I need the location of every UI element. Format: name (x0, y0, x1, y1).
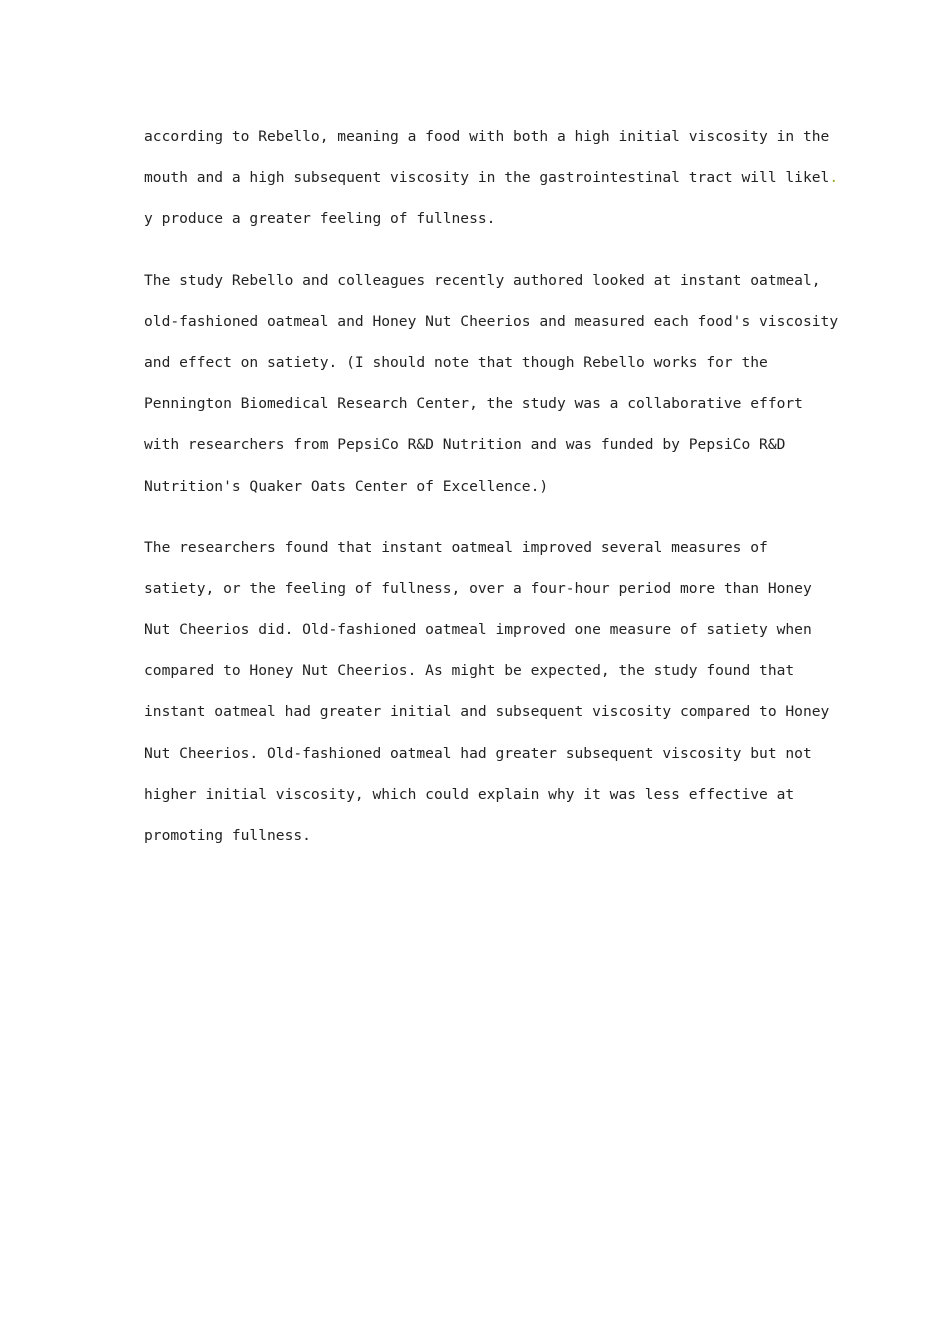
paragraph-line: according to Rebello, meaning a food with both a high initial viscosity in the (144, 128, 830, 145)
paragraph-line: compared to Honey Nut Cheerios. As might be expected, the study found that (144, 662, 795, 680)
paragraph-1 (144, 116, 839, 240)
paragraph-line (144, 157, 839, 198)
paragraph-2 (144, 260, 839, 507)
paragraph-line: The researchers found that instant oatmeal improved several measures of (144, 538, 768, 556)
document-body (144, 116, 839, 856)
highlight-mark: . (829, 169, 839, 187)
paragraph-line: Nut Cheerios did. Old-fashioned oatmeal improved one measure of satiety when (144, 621, 812, 639)
paragraph-line: higher initial viscosity, which could explain why it was less effective at (144, 785, 795, 803)
paragraph-line: Nutrition's Quaker Oats Center of Excellence.) (144, 477, 549, 495)
paragraph-3 (144, 527, 830, 857)
paragraph-line: promoting fullness. (144, 827, 311, 844)
paragraph-line: satiety, or the feeling of fullness, over a four-hour period more than Honey (144, 579, 812, 597)
paragraph-line: instant oatmeal had greater initial and subsequent viscosity compared to Honey (144, 703, 830, 721)
paragraph-gap (144, 507, 824, 527)
paragraph-line: Pennington Biomedical Research Center, the study was a collaborative effort (144, 395, 803, 413)
paragraph-line: and effect on satiety. (I should note that though Rebello works for the (144, 353, 768, 371)
paragraph-gap (144, 240, 824, 260)
paragraph-line: old-fashioned oatmeal and Honey Nut Cheerios and measured each food's viscosity (144, 312, 839, 330)
paragraph-line: Nut Cheerios. Old-fashioned oatmeal had greater subsequent viscosity but not (144, 744, 812, 762)
paragraph-line-text: mouth and a high subsequent viscosity in the gastrointestinal tract will likel (144, 169, 830, 187)
paragraph-line: with researchers from PepsiCo R&D Nutrition and was funded by PepsiCo R&D (144, 436, 786, 454)
paragraph-line: The study Rebello and colleagues recently authored looked at instant oatmeal, (144, 271, 821, 289)
paragraph-line: y produce a greater feeling of fullness. (144, 210, 496, 228)
